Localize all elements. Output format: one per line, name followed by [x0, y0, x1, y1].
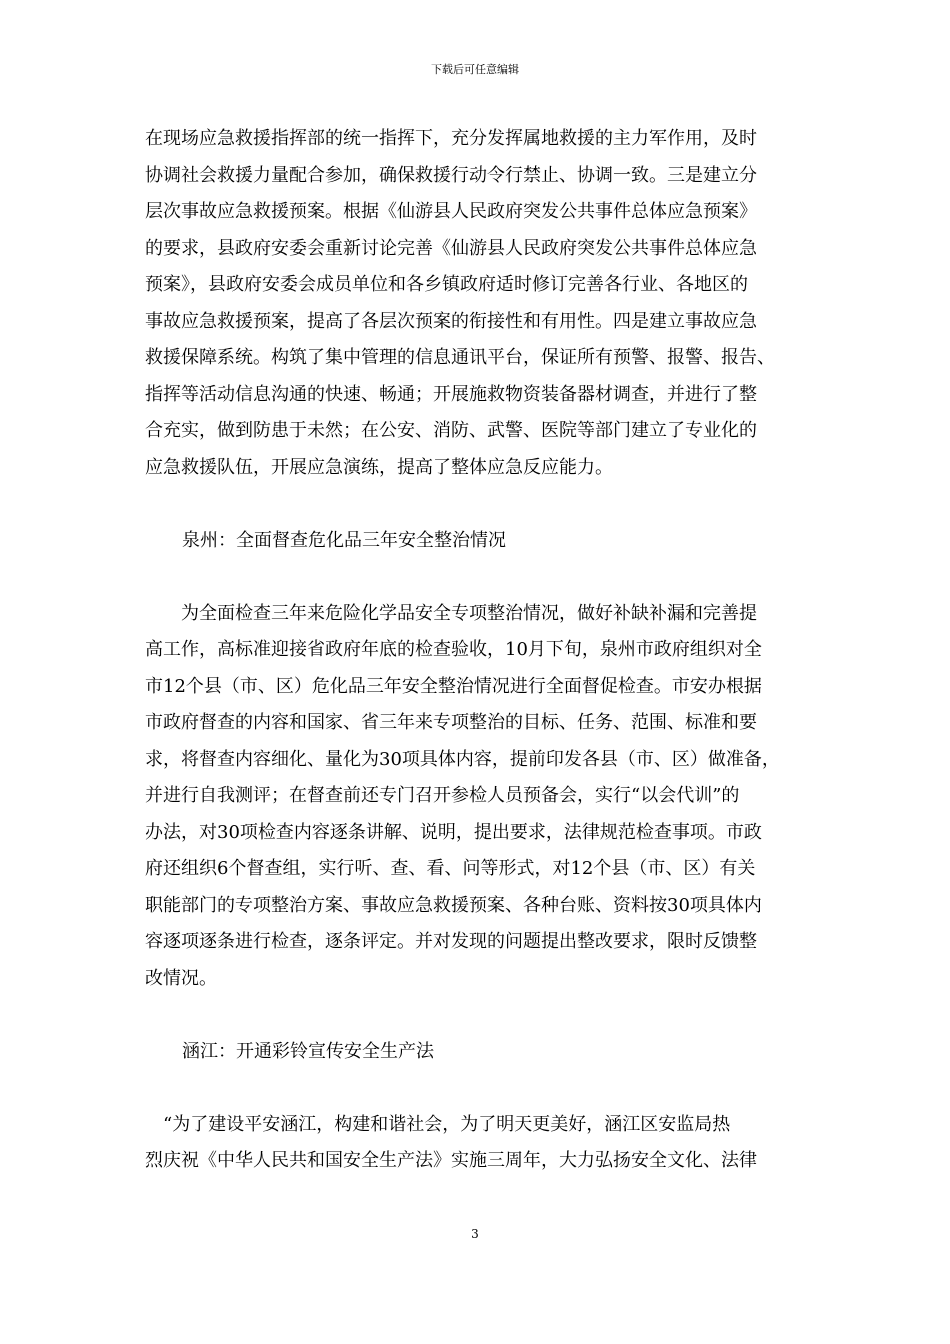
text-line: 层次事故应急救援预案。根据《仙游县人民政府突发公共事件总体应急预案》: [145, 201, 757, 222]
spacer: [145, 486, 809, 523]
text-line: 烈庆祝《中华人民共和国安全生产法》实施三周年，大力弘扬安全文化、法律: [145, 1150, 757, 1171]
text-line: 职能部门的专项整治方案、事故应急救援预案、各种台账、资料按30项具体内: [145, 894, 762, 916]
text-line: “为了建设平安涵江，构建和谐社会，为了明天更美好，涵江区安监局热: [145, 1113, 731, 1135]
page-header-note: 下载后可任意编辑: [431, 63, 519, 76]
text-line: 的要求，县政府安委会重新讨论完善《仙游县人民政府突发公共事件总体应急: [145, 237, 757, 259]
text-line: 容逐项逐条进行检查，逐条评定。并对发现的问题提出整改要求，限时反馈整: [145, 931, 757, 952]
text-line: 府还组织6个督查组，实行听、查、看、问等形式，对12个县（市、区）有关: [145, 858, 756, 879]
text-line: 市12个县（市、区）危化品三年安全整治情况进行全面督促检查。市安办根据: [145, 675, 762, 697]
spacer: [145, 1070, 809, 1107]
section-heading-hanjiang: 涵江：开通彩铃宣传安全生产法: [182, 1040, 434, 1062]
paragraph-hanjiang: [145, 1107, 809, 1180]
text-line: 办法，对30项检查内容逐条讲解、说明，提出要求，法律规范检查事项。市政: [145, 821, 762, 843]
text-line: 在现场应急救援指挥部的统一指挥下，充分发挥属地救援的主力军作用，及时: [145, 128, 757, 149]
spacer: [145, 559, 809, 596]
text-line: 事故应急救援预案，提高了各层次预案的衔接性和有用性。四是建立事故应急: [145, 310, 757, 332]
text-line: 并进行自我测评；在督查前还专门召开参检人员预备会，实行“以会代训”的: [145, 785, 740, 806]
text-line: 协调社会救援力量配合参加，确保救援行动令行禁止、协调一致。三是建立分: [145, 164, 757, 186]
text-line: 救援保障系统。构筑了集中管理的信息通讯平台，保证所有预警、报警、报告、: [145, 347, 775, 368]
text-line: 应急救援队伍，开展应急演练，提高了整体应急反应能力。: [145, 456, 613, 478]
paragraph-emergency-rescue: [145, 121, 809, 486]
text-line: 预案》，县政府安委会成员单位和各乡镇政府适时修订完善各行业、各地区的: [145, 274, 748, 295]
section-heading-quanzhou: 泉州：全面督查危化品三年安全整治情况: [182, 529, 506, 551]
paragraph-quanzhou: [145, 596, 809, 998]
text-line: 高工作，高标准迎接省政府年底的检查验收，10月下旬，泉州市政府组织对全: [145, 639, 762, 660]
text-line: 改情况。: [145, 967, 217, 989]
text-line: 市政府督查的内容和国家、省三年来专项整治的目标、任务、范围、标准和要: [145, 712, 757, 733]
document-body: [145, 121, 809, 1180]
text-line: 求，将督查内容细化、量化为30项具体内容，提前印发各县（市、区）做准备，: [145, 748, 780, 770]
page-number: 3: [471, 1227, 479, 1241]
text-line: 为全面检查三年来危险化学品安全专项整治情况，做好补缺补漏和完善提: [145, 602, 757, 624]
text-line: 指挥等活动信息沟通的快速、畅通；开展施救物资装备器材调查，并进行了整: [145, 383, 757, 405]
text-line: 合充实，做到防患于未然；在公安、消防、武警、医院等部门建立了专业化的: [145, 420, 757, 441]
spacer: [145, 997, 809, 1034]
